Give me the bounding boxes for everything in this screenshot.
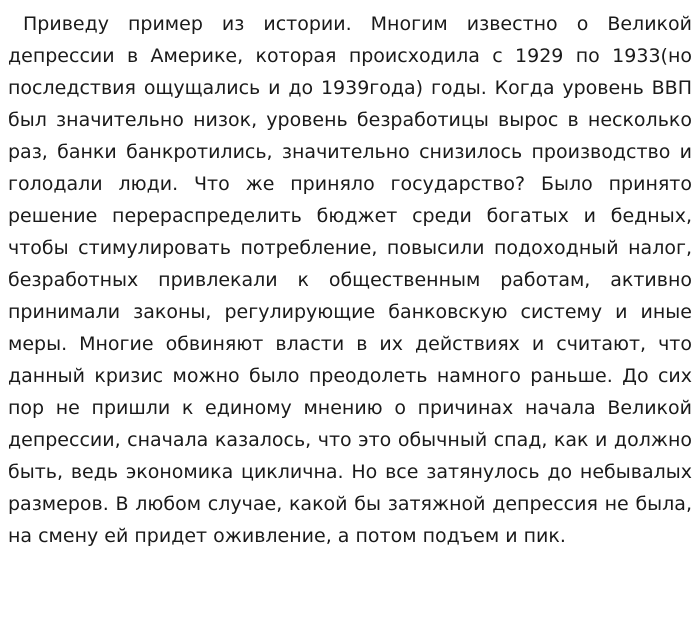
- paragraph: Приведу пример из истории. Многим известно о Великой депрессии в Америке, которая происходила с 1929 по 1933(но последствия ощущались и до 1939года) годы. Когда уровень ВВП был значительно низок, уровень безработицы вырос в несколько раз, банки банкротились, значительно снизилось производство и голодали люди. Что же приняло государство? Было принято решение перераспределить бюджет среди богатых и бедных, чтобы стимулировать потребление, повысили подоходный налог, безработных привлекали к общественным работам, активно принимали законы, регулирующие банковскую систему и иные меры. Многие обвиняют власти в их действиях и считают, что данный кризис можно было преодолеть намного раньше. До сих пор не пришли к единому мнению о причинах начала Великой депрессии, сначала казалось, что это обычный спад, как и должно быть, ведь экономика циклична. Но все затянулось до небывалых размеров. В любом случае, какой бы затяжной депрессия не была, на смену ей придет оживление, а потом подъем и пик.: [8, 13, 692, 547]
- text-body: [8, 8, 692, 552]
